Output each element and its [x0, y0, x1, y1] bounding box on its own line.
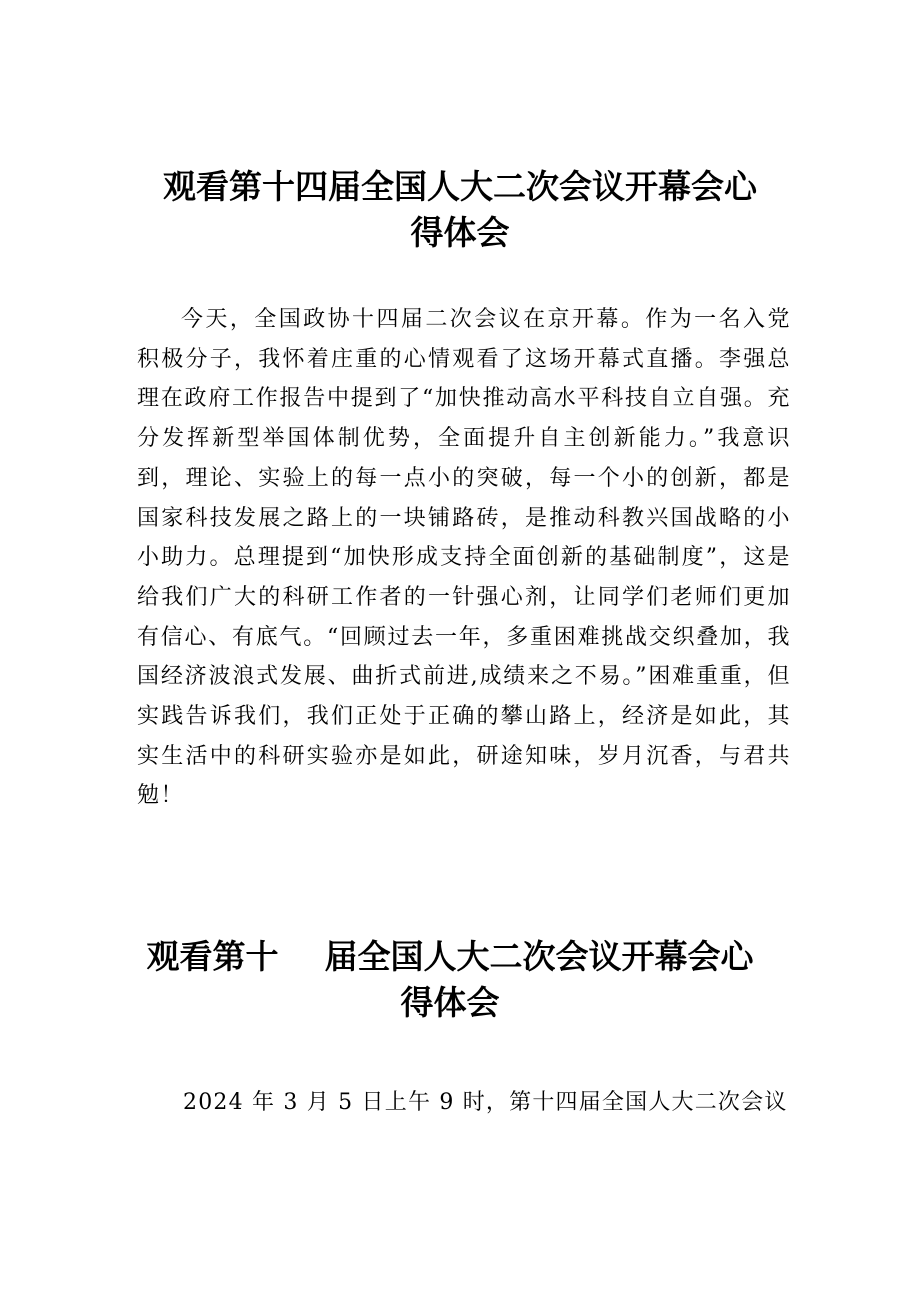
second-article-title-line-1: 观看第十 届全国人大二次会议开幕会心: [146, 937, 754, 976]
second-article-paragraph: 2024 年 3 月 5 日上午 9 时，第十四届全国人大二次会议: [183, 1090, 788, 1115]
article-title-line-1: 观看第十四届全国人大二次会议开幕会心: [163, 167, 757, 206]
article-title: [140, 164, 780, 256]
article-paragraph: 今天，全国政协十四届二次会议在京开幕。作为一名入党积极分子，我怀着庄重的心情观看了这场开幕式直播。李强总理在政府工作报告中提到了“加快推动高水平科技自立自强。充分发挥新型举国体制优势，全面提升自主创新能力。”我意识到，理论、实验上的每一点小的突破，每一个小的创新，都是国家科技发展之路上的一块铺路砖，是推动科教兴国战略的小小助力。总理提到“加快形成支持全面创新的基础制度”，这是给我们广大的科研工作者的一针强心剂，让同学们老师们更加有信心、有底气。“回顾过去一年，多重困难挑战交织叠加，我国经济波浪式发展、曲折式前进,成绩来之不易。”困难重重，但实践告诉我们，我们正处于正确的攀山路上，经济是如此，其实生活中的科研实验亦是如此，研途知味，岁月沉香，与君共勉！: [137, 307, 791, 809]
second-article-title-line-2: 得体会: [400, 983, 500, 1022]
article-title-line-2: 得体会: [410, 213, 510, 252]
second-article-title: [120, 934, 780, 1026]
